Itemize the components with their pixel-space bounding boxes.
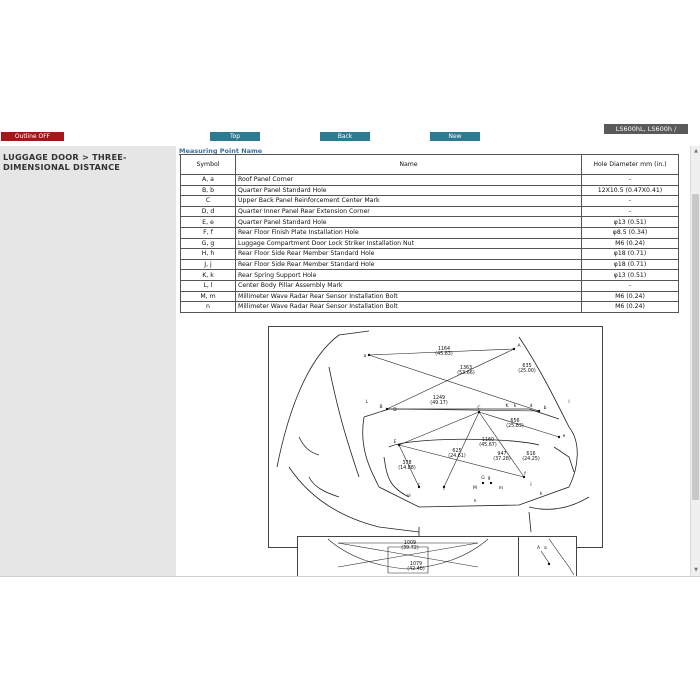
point-C: C (477, 406, 481, 411)
point-m: m (498, 486, 504, 491)
point-L: L (365, 400, 369, 405)
point-f: f (524, 472, 526, 477)
cell-symbol: E, e (181, 217, 236, 228)
point-a: a (363, 354, 367, 359)
cell-diameter: M6 (0.24) (582, 302, 679, 313)
cell-name: Rear Spring Support Hole (236, 270, 582, 281)
dim-635-in: (25.00) (518, 369, 536, 374)
cell-name: Rear Floor Side Rear Member Standard Hole (236, 249, 582, 260)
point-D: D (393, 408, 397, 413)
cell-name: Quarter Panel Standard Hole (236, 185, 582, 196)
cell-diameter: - (582, 175, 679, 186)
cell-symbol: D, d (181, 206, 236, 217)
table-row (181, 270, 679, 281)
dim-625-in: (24.61) (448, 454, 466, 459)
scroll-down-arrow-icon[interactable]: ▼ (694, 567, 698, 573)
outline-toggle-button[interactable]: Outline OFF (1, 132, 64, 141)
table-header-row (181, 155, 679, 175)
dim-625: 625 (452, 449, 462, 454)
table-row (181, 280, 679, 291)
point-E: E (393, 440, 397, 445)
dim-1249-in: (49.17) (430, 401, 448, 406)
cell-name: Upper Back Panel Reinforcement Center Mark (236, 196, 582, 207)
point-e: e (562, 434, 566, 439)
header-diameter: Hole Diameter mm (in.) (582, 155, 679, 175)
cell-symbol: K, k (181, 270, 236, 281)
cell-name: Luggage Compartment Door Lock Striker Installation Nut (236, 238, 582, 249)
top-button[interactable]: Top (210, 132, 260, 141)
cell-symbol: F, f (181, 227, 236, 238)
dim-656: 656 (510, 419, 520, 424)
detail-point-a: a (544, 546, 547, 551)
point-M: M (473, 486, 477, 491)
dim-616-in: (24.25) (522, 457, 540, 462)
dim-1079-in: (42.48) (407, 567, 425, 572)
model-badge: LS600hL, LS600h / (604, 124, 688, 134)
dim-1249: 1249 (432, 396, 446, 401)
cell-name: Quarter Inner Panel Rear Extension Corner (236, 206, 582, 217)
header-name: Name (236, 155, 582, 175)
dimension-labels (398, 346, 540, 471)
point-J: J (443, 486, 445, 491)
cell-symbol: M, m (181, 291, 236, 302)
point-g: g (487, 476, 491, 481)
detail-point-labels (537, 545, 547, 551)
cell-symbol: J, j (181, 259, 236, 270)
body-dimension-diagram (268, 326, 603, 548)
cell-symbol: H, h (181, 249, 236, 260)
table-row (181, 291, 679, 302)
new-button[interactable]: New (430, 132, 480, 141)
cell-diameter: - (582, 206, 679, 217)
dim-635: 635 (522, 364, 532, 369)
cell-diameter: - (582, 196, 679, 207)
cell-diameter: - (582, 280, 679, 291)
header-symbol: Symbol (181, 155, 236, 175)
cell-symbol: n (181, 302, 236, 313)
point-k: k (513, 404, 517, 409)
diagram-svg (269, 327, 602, 547)
detail-point-A: A (537, 546, 541, 551)
cell-name: Millimeter Wave Radar Rear Sensor Installation Bolt (236, 302, 582, 313)
dim-1363-in: (53.66) (457, 371, 475, 376)
point-h: h (539, 492, 543, 497)
cell-name: Rear Floor Side Rear Member Standard Hole (236, 259, 582, 270)
point-b: b (543, 406, 547, 411)
dim-1160: 1160 (481, 438, 495, 443)
cell-diameter: φ8.5 (0.34) (582, 227, 679, 238)
floor-diagram-svg (298, 537, 520, 576)
table-row (181, 196, 679, 207)
table-row (181, 175, 679, 186)
point-l: l (568, 400, 570, 405)
dim-1009-in: (39.72) (401, 546, 419, 551)
cell-diameter: M6 (0.24) (582, 238, 679, 249)
table-row (181, 302, 679, 313)
point-G: G (481, 476, 485, 481)
detail-inset-svg (519, 537, 576, 576)
dim-1164-in: (45.83) (435, 352, 453, 357)
table-row (181, 227, 679, 238)
cell-symbol: C (181, 196, 236, 207)
table-row (181, 217, 679, 228)
back-button[interactable]: Back (320, 132, 370, 141)
cell-diameter: φ18 (0.71) (582, 259, 679, 270)
floor-dimension-diagram (297, 536, 521, 576)
dim-1164: 1164 (437, 347, 451, 352)
dim-378-in: (14.88) (398, 466, 416, 471)
table-row (181, 249, 679, 260)
detail-inset-diagram (518, 536, 577, 576)
divider (0, 576, 700, 577)
point-n: n (473, 499, 477, 504)
dim-1160-in: (45.67) (479, 443, 497, 448)
dim-378: 378 (402, 461, 412, 466)
cell-diameter: 12X10.5 (0.47X0.41) (582, 185, 679, 196)
cell-name: Millimeter Wave Radar Rear Sensor Installation Bolt (236, 291, 582, 302)
point-j: j (530, 482, 532, 487)
dim-947: 947 (497, 452, 507, 457)
table-row (181, 185, 679, 196)
dim-1009: 1009 (403, 541, 417, 546)
cell-symbol: B, b (181, 185, 236, 196)
point-B: B (379, 405, 383, 410)
cell-name: Roof Panel Corner (236, 175, 582, 186)
table-row (181, 238, 679, 249)
dim-616: 616 (526, 452, 536, 457)
dim-1079: 1079 (409, 562, 423, 567)
sidebar (0, 146, 176, 576)
cell-diameter: φ13 (0.51) (582, 217, 679, 228)
dim-1363: 1363 (459, 366, 473, 371)
point-K: K (505, 404, 509, 409)
scroll-thumb[interactable] (692, 194, 699, 500)
point-H: H (407, 494, 411, 499)
cell-name: Center Body Pillar Assembly Mark (236, 280, 582, 291)
cell-symbol: A, a (181, 175, 236, 186)
vertical-scrollbar[interactable] (690, 146, 700, 576)
cell-diameter: φ13 (0.51) (582, 270, 679, 281)
cell-name: Quarter Panel Standard Hole (236, 217, 582, 228)
cell-symbol: G, g (181, 238, 236, 249)
cell-diameter: M6 (0.24) (582, 291, 679, 302)
cell-name: Rear Floor Finish Plate Installation Hole (236, 227, 582, 238)
section-title-link[interactable]: Measuring Point Name (179, 147, 263, 155)
point-d: d (529, 404, 533, 409)
page-title: LUGGAGE DOOR > THREE-DIMENSIONAL DISTANCE (3, 152, 127, 172)
table-row (181, 259, 679, 270)
dim-947-in: (37.28) (493, 457, 511, 462)
cell-diameter: φ18 (0.71) (582, 249, 679, 260)
table-row (181, 206, 679, 217)
dim-656-in: (25.83) (506, 424, 524, 429)
main-content (176, 146, 690, 576)
point-A: A (517, 344, 521, 349)
scroll-up-arrow-icon[interactable]: ▲ (694, 148, 698, 154)
measuring-point-table (180, 154, 679, 313)
cell-symbol: L, l (181, 280, 236, 291)
